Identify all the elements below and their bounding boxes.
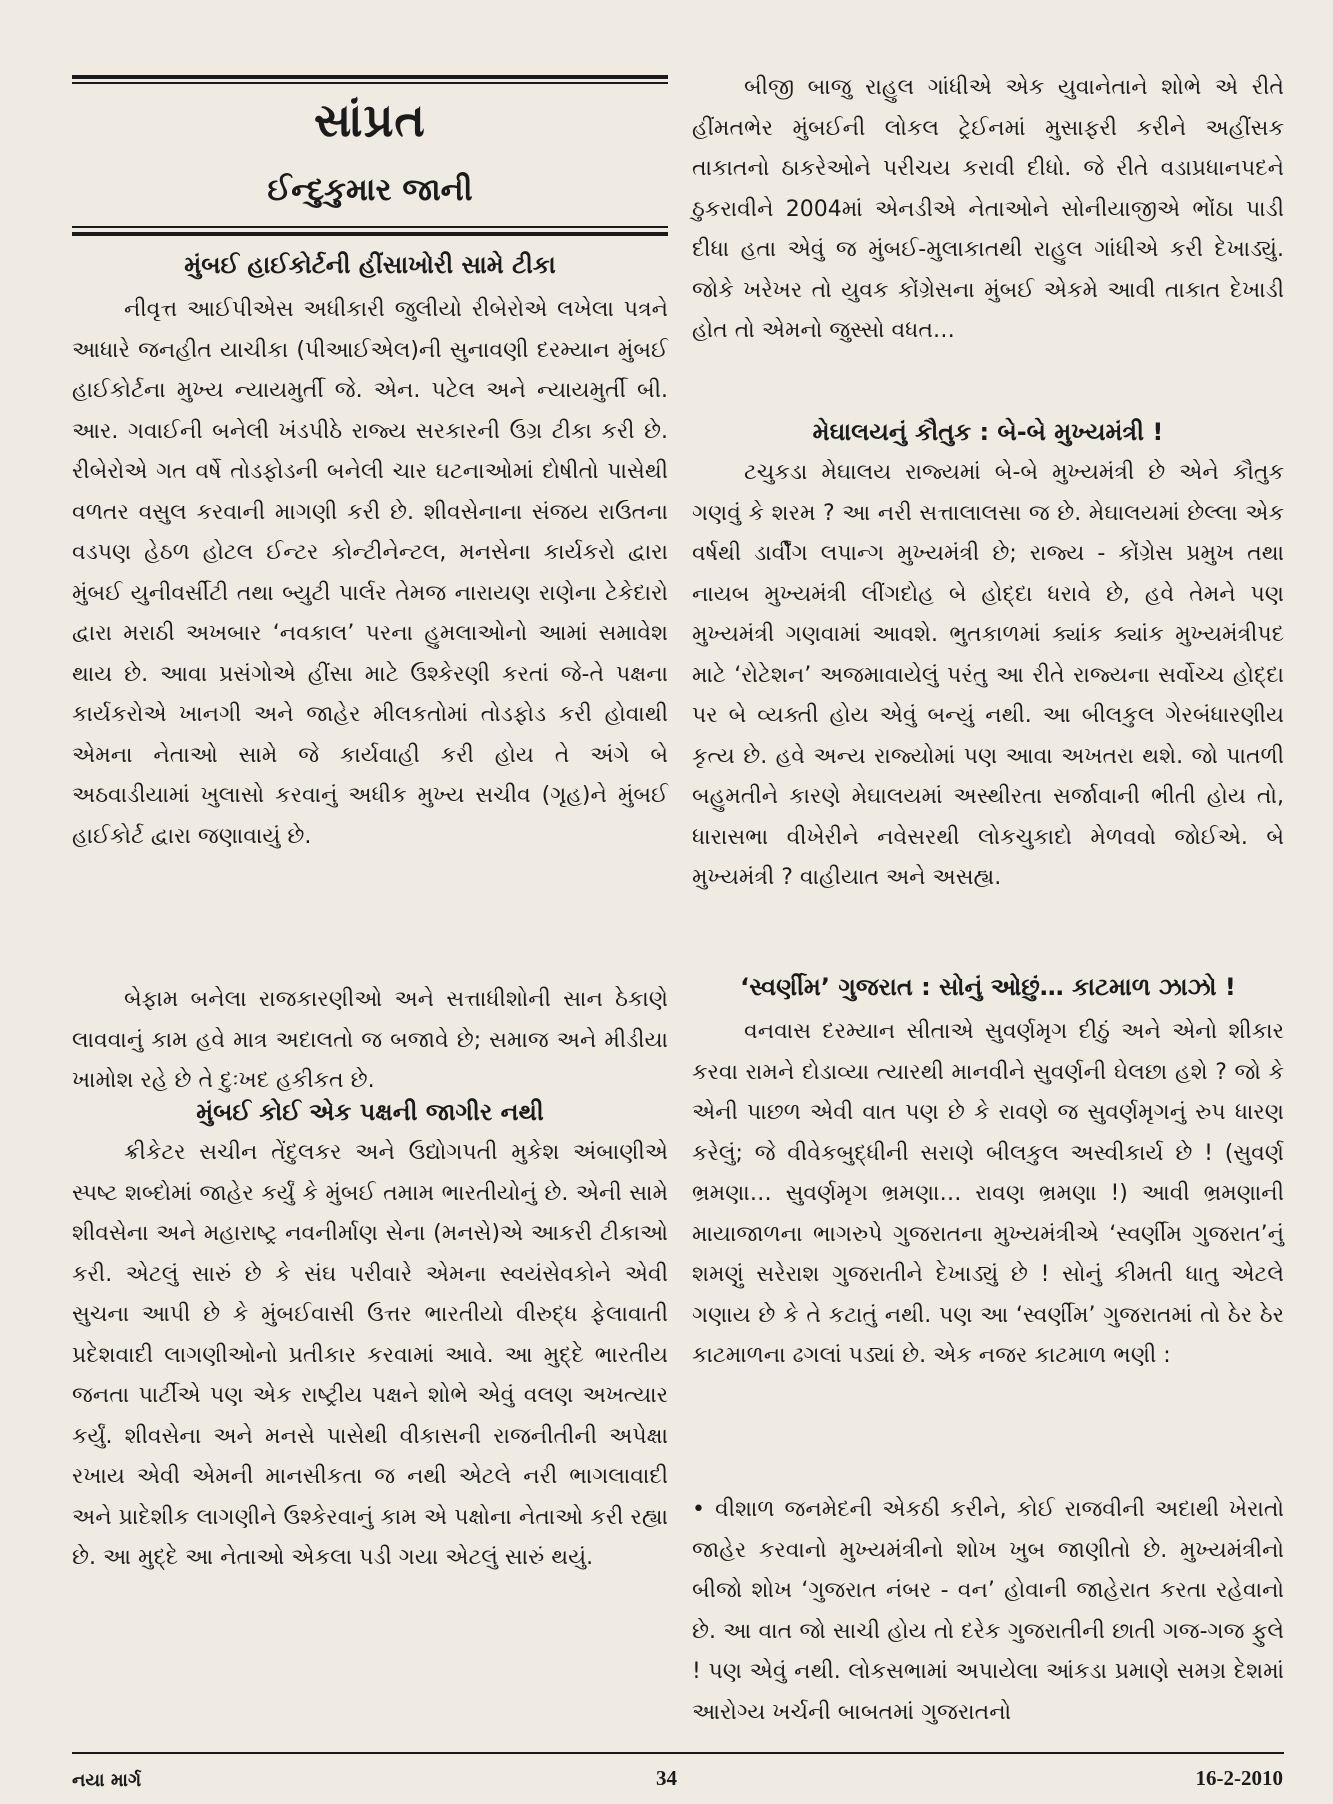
masthead-top-rule-thin: [72, 82, 668, 84]
masthead-top-rule: [72, 75, 668, 79]
masthead-bottom-rule-thin: [72, 226, 668, 228]
right-heading-2: ‘સ્વર્ણીમ’ ગુજરાત : સોનું ઓછું… કાટમાળ ઝાઝો !: [740, 973, 1236, 1001]
footer-rule: [72, 1752, 1284, 1754]
publication-name: નયા માર્ગ: [72, 1770, 142, 1791]
left-heading-1: મુંબઈ હાઈકોર્ટની હીંસાખોરી સામે ટીકા: [184, 251, 556, 279]
author-name: ઈન્દુકુમાર જાની: [267, 172, 473, 208]
left-paragraph-2: બેફામ બનેલા રાજકારણીઓ અને સત્તાધીશોની સાન ઠેકાણે લાવવાનું કામ હવે માત્ર અદાલતો જ બજાવે છે; સમાજ અને મીડીયા ખામોશ રહે છે તે દુઃખદ હકીકત છે.: [72, 987, 668, 1093]
right-paragraph-2: ટચુકડા મેઘાલય રાજ્યમાં બે-બે મુખ્યમંત્રી છે એને કૌતુક ગણવું કે શરમ ? આ નરી સત્તાલાલસા જ છે. મેઘાલયમાં છેલ્લા એક વર્ષથી ડાર્વીંગ લપાન્ગ મુખ્યમંત્રી છે; રાજ્ય - કોંગ્રેસ પ્રમુખ તથા નાયબ મુખ્યમંત્રી લીંગદોહ બે હોદ્દા ધરાવે છે, હવે તેમને પણ મુખ્યમંત્રી ગણવામાં આવશે. ભુતકાળમાં ક્યાંક ક્યાંક મુખ્યમંત્રીપદ માટે ‘રોટેશન’ અજમાવાયેલું પરંતુ આ રીતે રાજ્યના સર્વોચ્ચ હોદ્દા પર બે વ્યક્તી હોય એવું બન્યું નથી. આ બીલકુલ ગેરબંધારણીય કૃત્ય છે. હવે અન્ય રાજ્યોમાં પણ આવા અખતરા થશે. જો પાતળી બહુમતીને કારણે મેઘાલયમાં અસ્થીરતા સર્જાવાની ભીતી હોય તો, ધારાસભા વીખેરીને નવેસરથી લોકચુકાદો મેળવવો જોઈએ. બે મુખ્યમંત્રી ? વાહીયાત અને અસહ્ય.: [692, 460, 1284, 890]
left-heading-2: મુંબઈ કોઈ એક પક્ષની જાગીર નથી: [196, 1098, 544, 1126]
section-title: સાંપ્રત: [314, 93, 426, 147]
page-number: 34: [656, 1766, 677, 1790]
right-paragraph-1: બીજી બાજુ રાહુલ ગાંધીએ એક યુવાનેતાને શોભે એ રીતે હીંમતભેર મુંબઈની લોકલ ટ્રેઈનમાં મુસાફરી કરીને અહીંસક તાકાતનો ઠાકરેઓને પરીચય કરાવી દીધો. જે રીતે વડાપ્રધાનપદને ઠુકરાવીને 2004માં એનડીએ નેતાઓને સોનીયાજીએ ભોંઠા પાડી દીધા હતા એવું જ મુંબઈ-મુલાકાતથી રાહુલ ગાંધીએ કરી દેખાડ્યું. જોકે ખરેખર તો યુવક કોંગ્રેસના મુંબઈ એકમે આવી તાકાત દેખાડી હોત તો એમનો જુસ્સો વધત…: [692, 75, 1284, 343]
right-paragraph-3: વનવાસ દરમ્યાન સીતાએ સુવર્ણમૃગ દીઠું અને એનો શીકાર કરવા રામને દોડાવ્યા ત્યારથી માનવીને સુવર્ણની ઘેલછા હશે ? જો કે એની પાછળ એવી વાત પણ છે કે રાવણે જ સુવર્ણમૃગનું રુપ ધારણ કરેલું; જે વીવેકબુદ્ધીની સરાણે બીલકુલ અસ્વીકાર્ય છે ! (સુવર્ણ ભ્રમણા… સુવર્ણમૃગ ભ્રમણા… રાવણ ભ્રમણા !) આવી ભ્રમણાની માયાજાળના ભાગરુપે ગુજરાતના મુખ્યમંત્રીએ ‘સ્વર્ણીમ ગુજરાત’નું શમણું સરેરાશ ગુજરાતીને દેખાડ્યું છે ! સોનું કીમતી ધાતુ એટલે ગણાય છે કે તે કટાતું નથી. પણ આ ‘સ્વર્ણીમ’ ગુજરાતમાં તો ઠેર ઠેર કાટમાળના ઢગલાં પડ્યાં છે. એક નજર કાટમાળ ભણી :: [692, 1019, 1284, 1368]
right-paragraph-4: • વીશાળ જનમેદની એકઠી કરીને, કોઈ રાજવીની અદાથી ખેરાતો જાહેર કરવાનો મુખ્યમંત્રીનો શોખ ખુબ જાણીતો છે. મુખ્યમંત્રીનો બીજો શોખ ‘ગુજરાત નંબર - વન’ હોવાની જાહેરાત કરતા રહેવાનો છે. આ વાત જો સાચી હોય તો દરેક ગુજરાતીની છાતી ગજ-ગજ ફુલે ! પણ એવું નથી. લોકસભામાં અપાયેલા આંકડા પ્રમાણે સમગ્ર દેશમાં આરોગ્ય ખર્ચની બાબતમાં ગુજરાતનો: [692, 1497, 1284, 1725]
right-heading-1: મેઘાલયનું કૌતુક : બે-બે મુખ્યમંત્રી !: [812, 418, 1164, 446]
issue-date: 16-2-2010: [1195, 1766, 1283, 1790]
masthead-bottom-rule: [72, 232, 668, 236]
left-paragraph-3: ક્રીકેટર સચીન તેંદુલકર અને ઉદ્યોગપતી મુકેશ અંબાણીએ સ્પષ્ટ શબ્દોમાં જાહેર કર્યું કે મુંબઈ તમામ ભારતીયોનું છે. એની સામે શીવસેના અને મહારાષ્ટ્ર નવનીર્માણ સેના (મનસે)એ આકરી ટીકાઓ કરી. એટલું સારું છે કે સંઘ પરીવારે એમના સ્વયંસેવકોને એવી સુચના આપી છે કે મુંબઈવાસી ઉત્તર ભારતીયો વીરુદ્ધ ફેલાવાતી પ્રદેશવાદી લાગણીઓનો પ્રતીકાર કરવામાં આવે. આ મુદ્દે ભારતીય જનતા પાર્ટીએ પણ એક રાષ્ટ્રીય પક્ષને શોભે એવું વલણ અખત્યાર કર્યું. શીવસેના અને મનસે પાસેથી વીકાસની રાજનીતીની અપેક્ષા રખાય એવી એમની માનસીકતા જ નથી એટલે નરી ભાગલાવાદી અને પ્રાદેશીક લાગણીને ઉશ્કેરવાનું કામ એ પક્ષોના નેતાઓ કરી રહ્યા છે. આ મુદ્દે આ નેતાઓ એકલા પડી ગયા એટલું સારું થયું.: [72, 1140, 668, 1570]
left-paragraph-1: નીવૃત્ત આઈપીએસ અધીકારી જુલીયો રીબેરોએ લખેલા પત્રને આધારે જનહીત યાચીકા (પીઆઈએલ)ની સુનાવણી દરમ્યાન મુંબઈ હાઈકોર્ટના મુખ્ય ન્યાયમુર્તી જે. એન. પટેલ અને ન્યાયમુર્તી બી. આર. ગવાઈની બનેલી ખંડપીઠે રાજ્ય સરકારની ઉગ્ર ટીકા કરી છે. રીબેરોએ ગત વર્ષે તોડફોડની બનેલી ચાર ઘટનાઓમાં દોષીતો પાસેથી વળતર વસુલ કરવાની માગણી કરી છે. શીવસેનાના સંજય રાઉતના વડપણ હેઠળ હોટલ ઈન્ટર કોન્ટીનેન્ટલ, મનસેના કાર્યકરો દ્વારા મુંબઈ યુનીવર્સીટી તથા બ્યુટી પાર્લર તેમજ નારાયણ રાણેના ટેકેદારો દ્વારા મરાઠી અખબાર ‘નવકાલ’ પરના હુમલાઓનો આમાં સમાવેશ થાય છે. આવા પ્રસંગોએ હીંસા માટે ઉશ્કેરણી કરતાં જે-તે પક્ષના કાર્યકરોએ ખાનગી અને જાહેર મીલકતોમાં તોડફોડ કરી હોવાથી એમના નેતાઓ સામે જે કાર્યવાહી કરી હોય તે અંગે બે અઠવાડીયામાં ખુલાસો કરવાનું અધીક મુખ્ય સચીવ (ગૃહ)ને મુંબઈ હાઈકોર્ટ દ્વારા જણાવાયું છે.: [72, 297, 668, 849]
